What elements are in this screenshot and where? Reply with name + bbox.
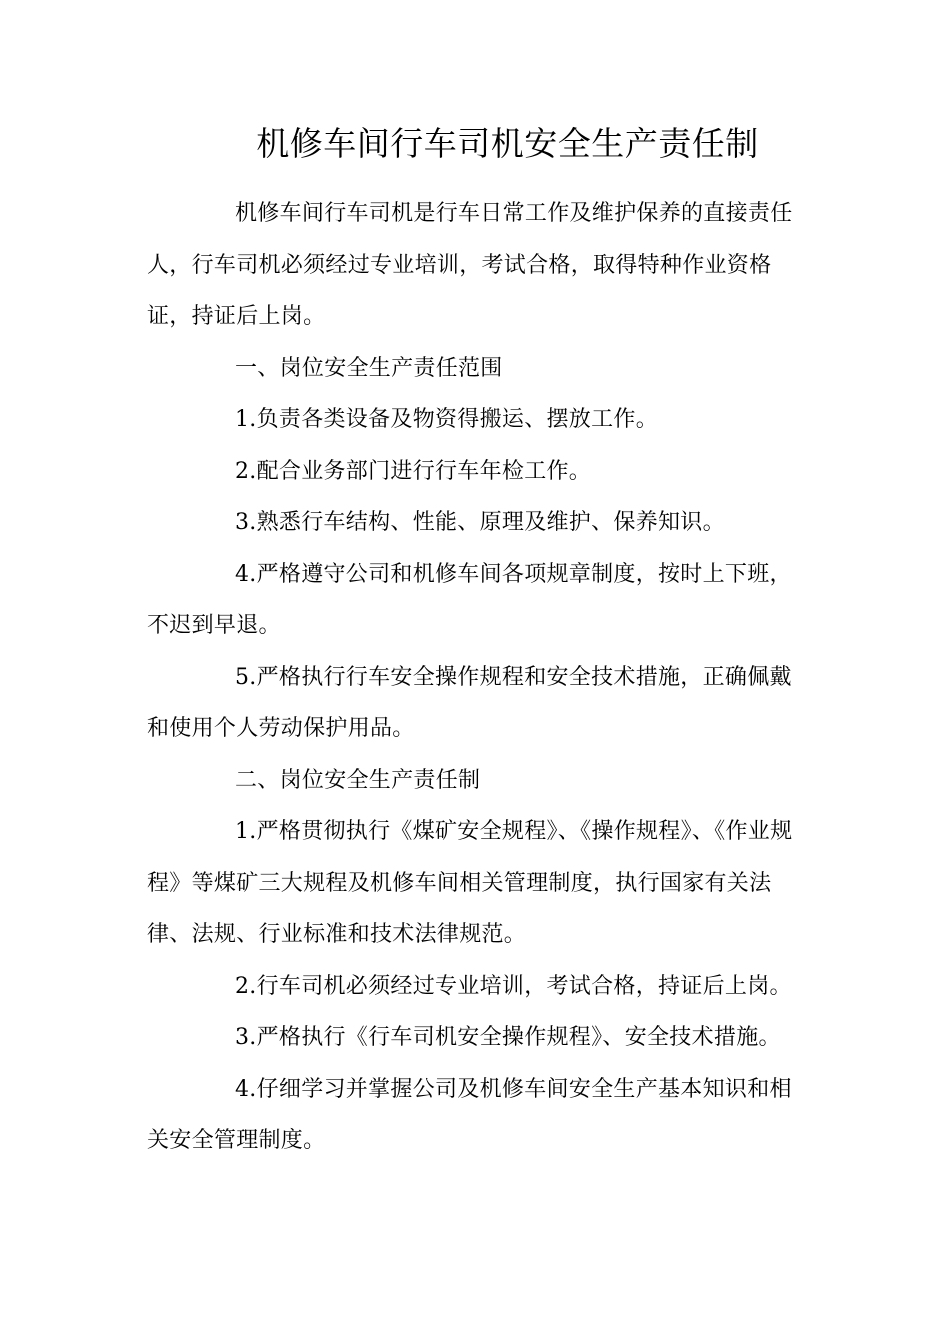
document-body (147, 188, 797, 1167)
scope-item-4: 4.严格遵守公司和机修车间各项规章制度，按时上下班，不迟到早退。 (147, 561, 792, 638)
responsibility-item-1: 1.严格贯彻执行《煤矿安全规程》、《操作规程》、《作业规程》等煤矿三大规程及机修车间相关管理制度，执行国家有关法律、法规、行业标准和技术法律规范。 (147, 819, 793, 947)
document-title: 机修车间行车司机安全生产责任制 (256, 124, 759, 163)
scope-item-1: 1.负责各类设备及物资得搬运、摆放工作。 (235, 407, 658, 432)
scope-item-5: 5.严格执行行车安全操作规程和安全技术措施，正确佩戴和使用个人劳动保护用品。 (147, 664, 792, 741)
responsibility-item-4: 4.仔细学习并掌握公司及机修车间安全生产基本知识和相关安全管理制度。 (147, 1076, 792, 1153)
section-heading-responsibility: 二、岗位安全生产责任制 (235, 767, 481, 793)
intro-paragraph: 机修车间行车司机是行车日常工作及维护保养的直接责任人，行车司机必须经过专业培训，考试合格，取得特种作业资格证，持证后上岗。 (147, 201, 793, 329)
responsibility-item-3: 3.严格执行《行车司机安全操作规程》、安全技术措施。 (235, 1025, 781, 1050)
section-heading-scope: 一、岗位安全生产责任范围 (235, 355, 503, 381)
responsibility-item-2: 2.行车司机必须经过专业培训，考试合格，持证后上岗。 (235, 973, 792, 999)
scope-item-3: 3.熟悉行车结构、性能、原理及维护、保养知识。 (235, 510, 725, 535)
scope-item-2: 2.配合业务部门进行行车年检工作。 (235, 458, 592, 484)
